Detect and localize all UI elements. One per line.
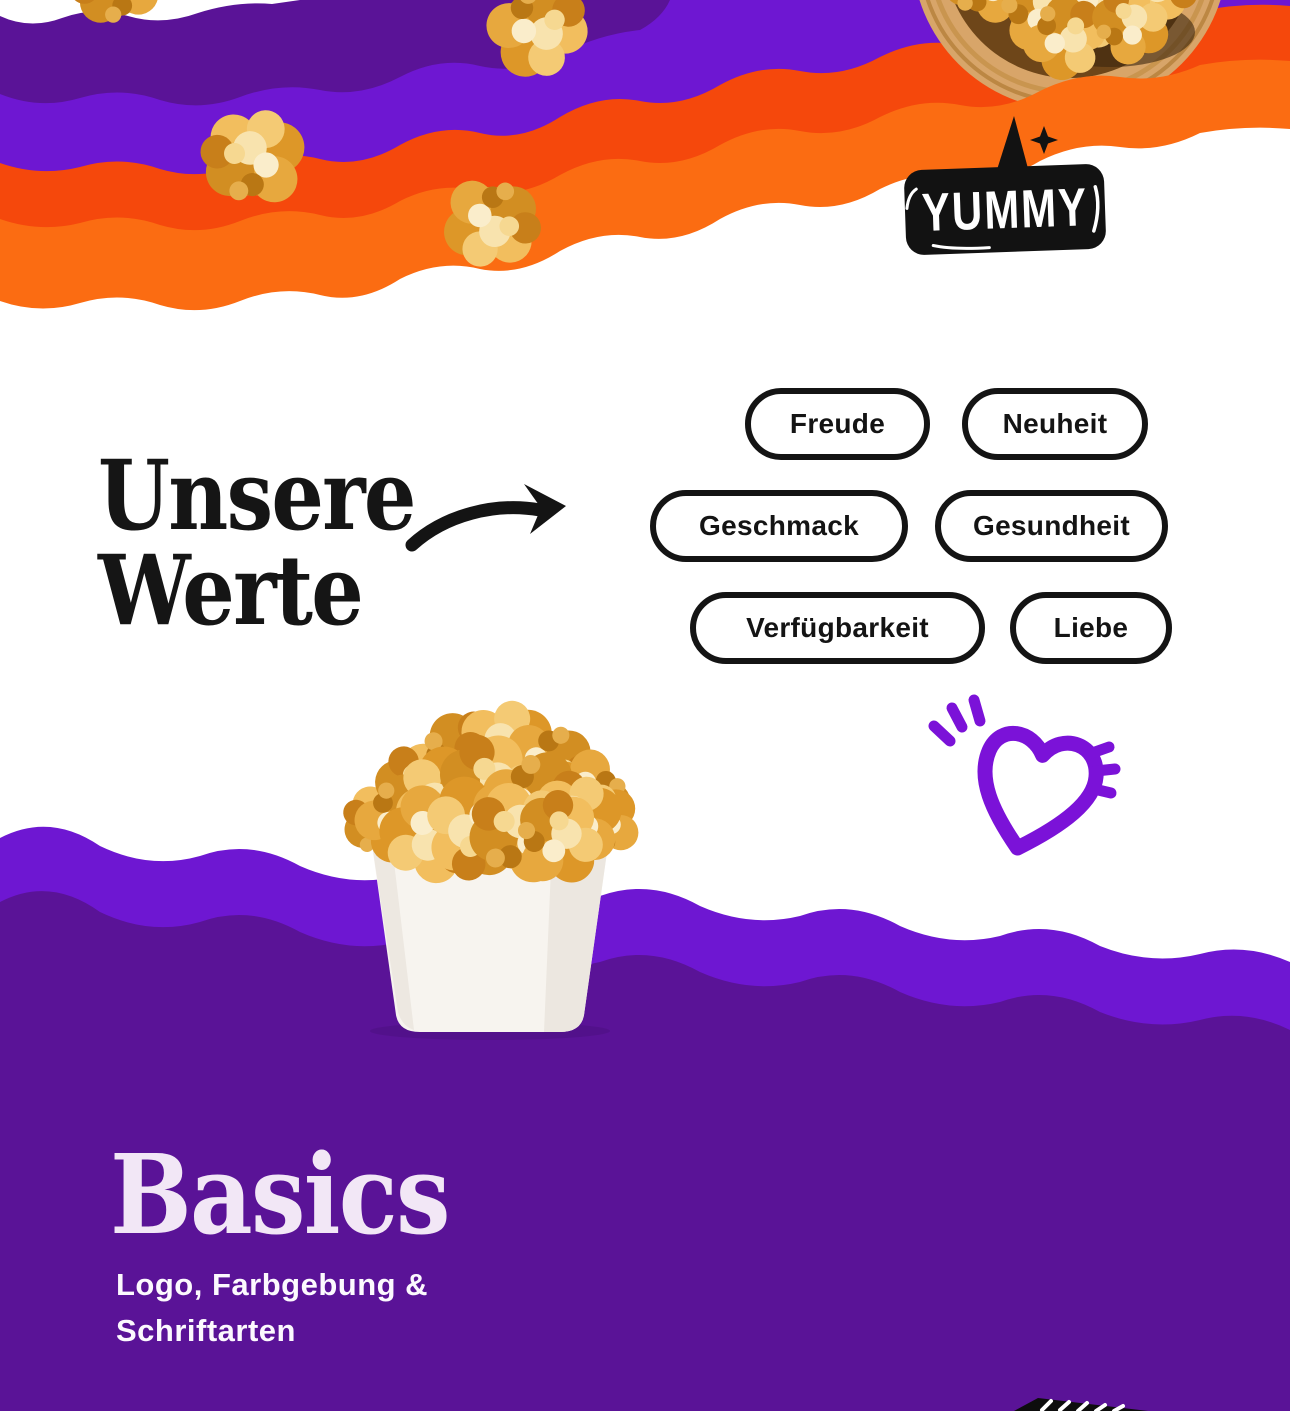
- values-heading: [98, 439, 415, 648]
- value-pill-label: Gesundheit: [972, 510, 1130, 541]
- heart-doodle-icon: [934, 700, 1115, 862]
- basics-title: Basics: [110, 1130, 449, 1259]
- values-heading-line1: Unsere: [98, 439, 415, 552]
- value-pill-label: Neuheit: [1002, 408, 1108, 439]
- yummy-badge-label: YUMMY: [920, 175, 1090, 242]
- value-pill-verfuegbarkeit: [690, 592, 985, 664]
- basics-subtitle-line1: Logo, Farbgebung &: [116, 1267, 429, 1302]
- curved-arrow-icon: [412, 484, 566, 545]
- value-pill-liebe: [1010, 592, 1172, 664]
- value-pill-freude: [745, 388, 930, 460]
- value-pill-label: Verfügbarkeit: [746, 612, 929, 643]
- value-pill-label: Geschmack: [699, 510, 859, 541]
- value-pill-gesundheit: [935, 490, 1168, 562]
- values-heading-line2: Werte: [98, 534, 363, 648]
- value-pill-label: Freude: [789, 408, 886, 439]
- basics-subtitle-line2: Schriftarten: [116, 1312, 296, 1348]
- value-pill-geschmack: [650, 490, 908, 562]
- basics-subtitle: [116, 1262, 428, 1353]
- value-pill-neuheit: [962, 388, 1148, 460]
- value-pill-label: Liebe: [1053, 612, 1129, 643]
